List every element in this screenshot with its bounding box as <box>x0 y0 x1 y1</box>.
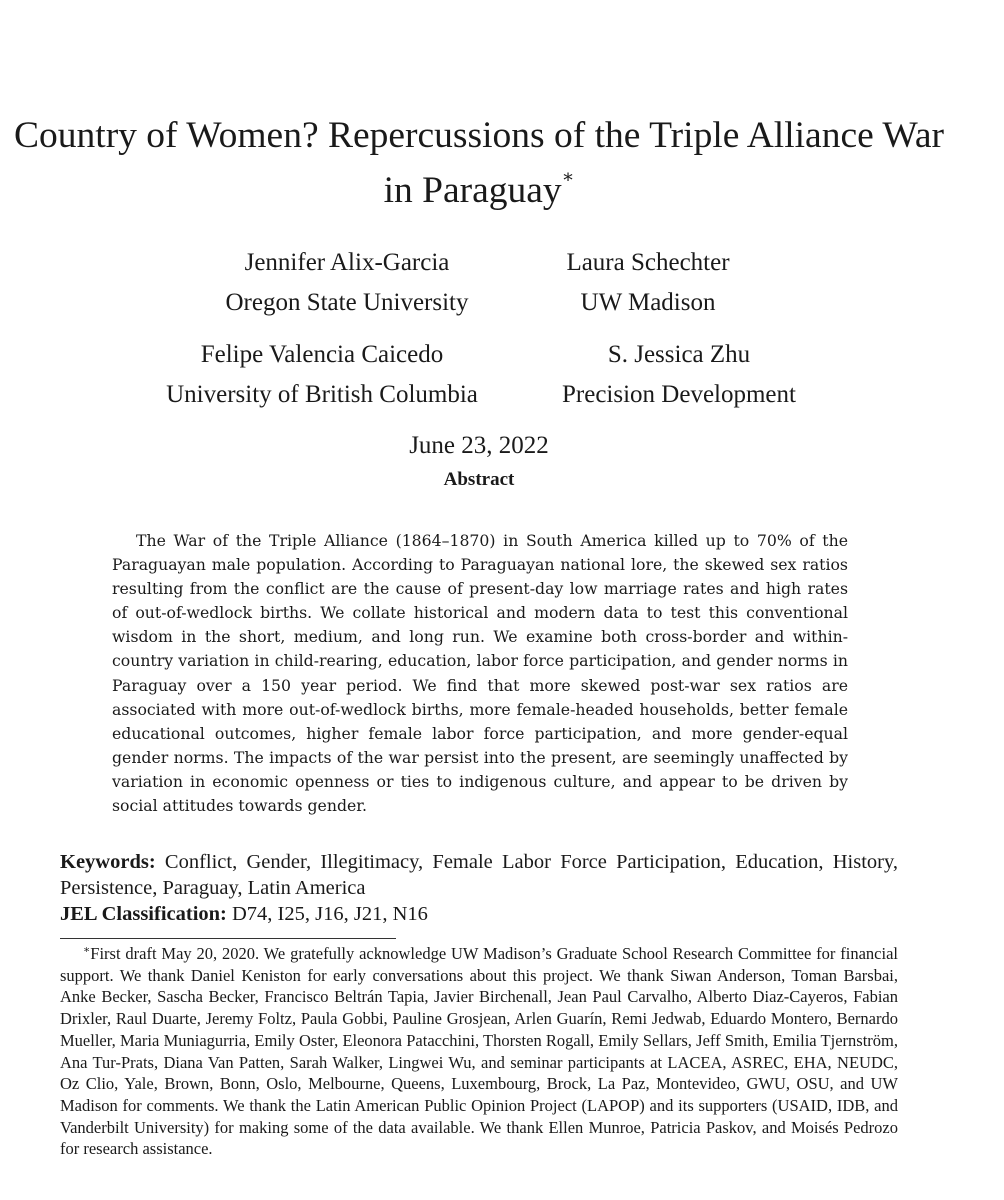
jel-label: JEL Classification: <box>60 903 227 925</box>
author-name: Jennifer Alix-Garcia <box>244 249 450 276</box>
abstract-heading: Abstract <box>443 469 515 490</box>
jel-line <box>60 901 898 927</box>
author-affiliation: University of British Columbia <box>166 381 478 408</box>
footnote-mark: ∗ <box>83 944 91 957</box>
author-block-2 <box>438 243 858 323</box>
author-affiliation: Precision Development <box>562 381 796 408</box>
author-name: Felipe Valencia Caicedo <box>200 341 444 368</box>
author-name: S. Jessica Zhu <box>607 341 751 368</box>
keywords-line <box>60 849 898 901</box>
keywords-label: Keywords: <box>60 851 156 873</box>
footnote-body: First draft May 20, 2020. We gratefully acknowledge UW Madison’s Graduate School Research Committee for financial support. We thank Daniel Keniston for early conversations about this project. We thank Siwan Anderson, Toman Barsbai, Anke Becker, Sascha Becker, Francisco Beltrán Tapia, Javier Birchenall, Jean Paul Carvalho, Alberto Diaz-Cayeros, Fabian Drixler, Raul Duarte, Jeremy Foltz, Paula Gobbi, Pauline Grosjean, Arlen Guarín, Remi Jedwab, Eduardo Montero, Bernardo Mueller, Maria Muniagurria, Emily Oster, Eleonora Patacchini, Thorsten Rogall, Emily Sellars, Jeff Smith, Emilia Tjernström, Ana Tur-Prats, Diana Van Patten, Sarah Walker, Lingwei Wu, and seminar participants at LACEA, ASREC, EHA, NEUDC, Oz Clio, Yale, Brown, Bonn, Oslo, Melbourne, Queens, Luxembourg, Brock, La Paz, Montevideo, GWU, OSU, and UW Madison for comments. We thank the Latin American Public Opinion Project (LAPOP) and its supporters (USAID, IDB, and Vanderbilt University) for making some of the data available. We thank Ellen Munroe, Patricia Paskov, and Moisés Pedrozo for research assistance. <box>60 944 898 1159</box>
abstract-text: The War of the Triple Alliance (1864–1870) in South America killed up to 70% of the Paraguayan male population. According to Paraguayan national lore, the skewed sex ratios resulting from the conflict are the cause of present-day low marriage rates and high rates of out-of-wedlock births. We collate historical and modern data to test this conventional wisdom in the short, medium, and long run. We examine both cross-border and within-country variation in child-rearing, education, labor force participation, and gender norms in Paraguay over a 150 year period. We find that more skewed post-war sex ratios are associated with more out-of-wedlock births, more female-headed households, better female educational outcomes, higher female labor force participation, and more gender-equal gender norms. The impacts of the war persist into the present, are seemingly unaffected by variation in economic openness or ties to indigenous culture, and appear to be driven by social attitudes towards gender. <box>112 531 848 816</box>
title-footnote-mark: ∗ <box>561 166 575 188</box>
author-name: Laura Schechter <box>566 249 730 276</box>
paper-date: June 23, 2022 <box>409 432 549 459</box>
paper-title <box>0 108 958 218</box>
footnote-rule <box>60 938 396 939</box>
author-block-4 <box>469 335 889 415</box>
author-affiliation: Oregon State University <box>225 289 469 316</box>
author-affiliation: UW Madison <box>580 289 716 316</box>
keywords-value: Conflict, Gender, Illegitimacy, Female Labor Force Participation, Education, History, Persistence, Paraguay, Latin America <box>60 851 899 899</box>
paper-title-text: Country of Women? Repercussions of the Triple Alliance War in Paraguay <box>14 115 944 211</box>
footnote-text <box>60 943 898 1160</box>
jel-value: D74, I25, J16, J21, N16 <box>232 903 428 925</box>
